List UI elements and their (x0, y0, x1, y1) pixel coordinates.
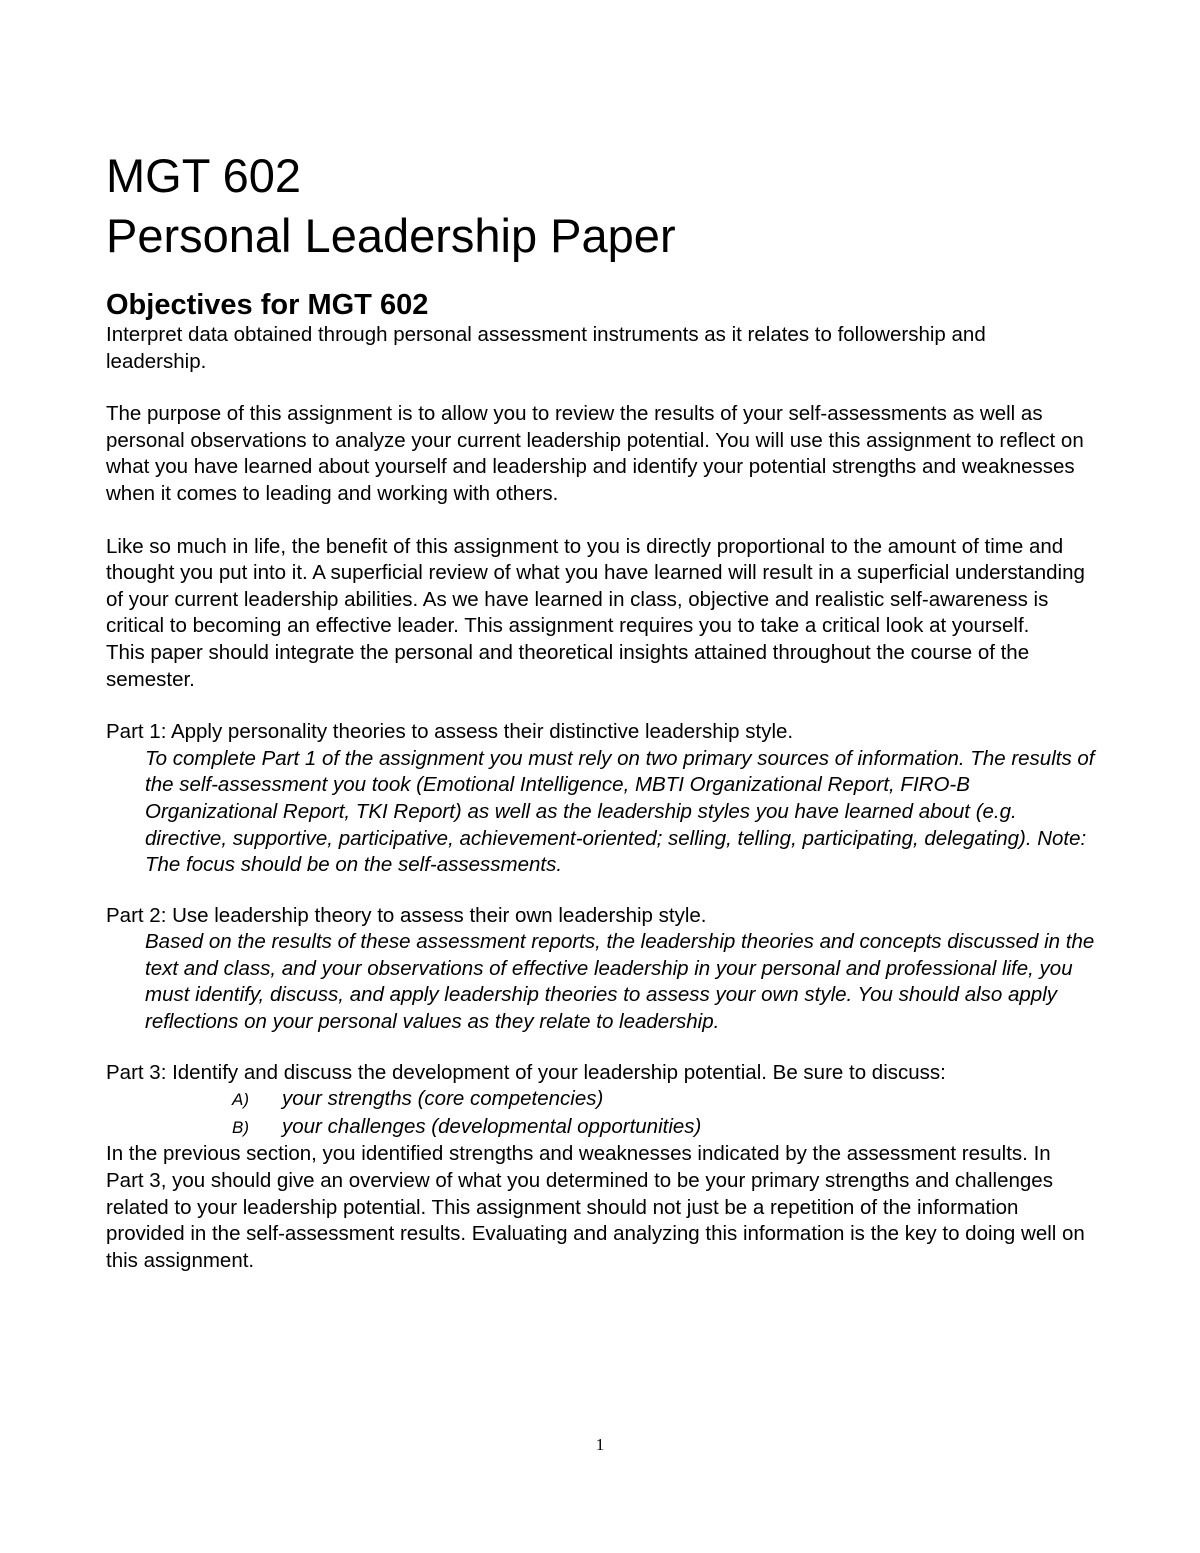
list-item-text: your strengths (core competencies) (282, 1087, 604, 1111)
list-marker: A) (232, 1090, 249, 1110)
part3-list (106, 1086, 1106, 1141)
part3-heading: Part 3: Identify and discuss the development of your leadership potential. Be sure to discuss: (106, 1060, 946, 1084)
list-item (106, 1114, 1106, 1142)
list-item (106, 1086, 1106, 1114)
part2-heading: Part 2: Use leadership theory to assess their own leadership style. (106, 903, 707, 927)
part3-body: In the previous section, you identified strengths and weaknesses indicated by the assessment results. In Part 3, you should give an overview of what you determined to be your primary strengths and challenges related to your leadership potential. This assignment should not just be a repetition of the information provided in the self-assessment results. Evaluating and analyzing this information is the key to doing well on this assignment. (106, 1142, 1085, 1272)
objectives-heading: Objectives for MGT 602 (106, 289, 429, 321)
list-marker: B) (232, 1117, 249, 1137)
part1-body: To complete Part 1 of the assignment you must rely on two primary sources of information. The results of the self-assessment you took (Emotional Intelligence, MBTI Organizational Report, FIRO-B Organizational Report, TKI Report) as well as the leadership styles you have learned about (e.g. directive, supportive, participative, achievement-oriented; selling, telling, participating, delegating). Note: The focus should be on the self-assessments. (145, 746, 1095, 877)
list-item-text: your challenges (developmental opportunities) (282, 1114, 702, 1138)
integrate-paragraph: This paper should integrate the personal and theoretical insights attained throughout the course of the semester. (106, 640, 1030, 691)
document-title: Personal Leadership Paper (106, 209, 676, 262)
part1-heading: Part 1: Apply personality theories to assess their distinctive leadership style. (106, 720, 794, 744)
document-title-course: MGT 602 (106, 149, 302, 202)
page-content (106, 146, 1106, 1274)
part2-body: Based on the results of these assessment reports, the leadership theories and concepts discussed in the text and class, and your observations of effective leadership in your personal and professional life, you must identify, discuss, and apply leadership theories to assess your own style. You should also apply reflections on your personal values as they relate to leadership. (145, 930, 1095, 1034)
page-number: 1 (595, 1435, 605, 1454)
purpose-paragraph: The purpose of this assignment is to allow you to review the results of your self-assessments as well as personal observations to analyze your current leadership potential. You will use this assignment to reflect on what you have learned about yourself and leadership and identify your potential strengths and weaknesses when it comes to leading and working with others. (106, 402, 1084, 505)
benefit-paragraph: Like so much in life, the benefit of this assignment to you is directly proportional to the amount of time and thought you put into it. A superficial review of what you have learned will result in a superficial understanding of your current leadership abilities. As we have learned in class, objective and realistic self-awareness is critical to becoming an effective leader. This assignment requires you to take a critical look at yourself. (106, 534, 1085, 638)
objective-text: Interpret data obtained through personal assessment instruments as it relates to followership and leadership. (106, 323, 986, 373)
